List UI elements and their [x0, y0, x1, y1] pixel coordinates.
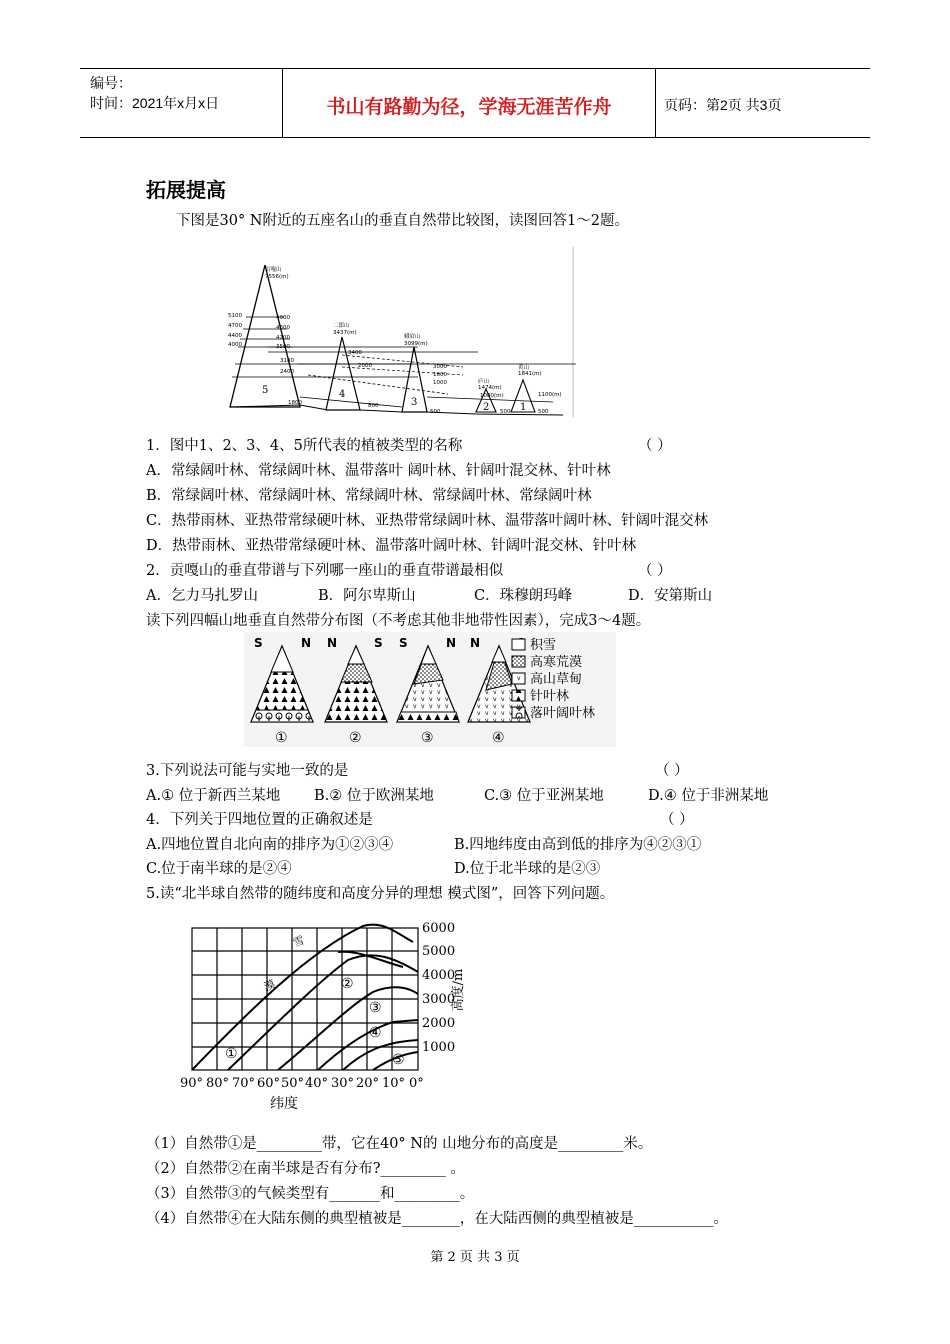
figure-four-mountains: [244, 632, 616, 747]
mt-emei-height: 3099(m): [404, 341, 428, 347]
x-tick: 0°: [409, 1076, 424, 1091]
mt-erlang-height: 3437(m): [333, 330, 357, 336]
fig1-right-label: 1600: [433, 372, 447, 378]
y-tick: 1000: [422, 1040, 456, 1055]
q4-option-a: A.四地位置自北向南的排序为①②③④: [146, 837, 394, 853]
label-n: N: [301, 636, 312, 650]
label-n: N: [327, 636, 338, 650]
fig1-mid-label: 500: [538, 409, 549, 415]
header-motto: 书山有路勤为径，学海无涯苦作舟: [326, 97, 612, 118]
label-s: S: [254, 636, 263, 650]
panel-number: ①: [275, 730, 288, 746]
q5-sub-2: （2）自然带②在南半球是否有分布?_________ 。: [146, 1161, 465, 1177]
q3-answer-paren: （ ）: [655, 763, 689, 779]
y-tick: 5000: [422, 944, 456, 959]
mt-gongga-name: 贡嘎山: [265, 267, 282, 273]
fig1-mid-label: 500: [500, 409, 511, 415]
x-tick: 40°: [305, 1076, 329, 1091]
fig1-left-label: 4400: [228, 333, 242, 339]
date-label: 时间：2021年x月x日: [90, 95, 220, 111]
x-tick: 30°: [331, 1076, 355, 1091]
y-tick: 2000: [422, 1016, 456, 1031]
fig1-right-label: 1100(m): [538, 392, 562, 398]
page-footer: 第 2 页 共 3 页: [430, 1250, 520, 1265]
label-n: N: [446, 636, 457, 650]
fig1-left-label: 4000: [228, 342, 242, 348]
fig1-right-label: 3000: [433, 364, 447, 370]
zone-3-mark: ③: [369, 1000, 382, 1016]
q2-option-b: B．阿尔卑斯山: [318, 588, 416, 604]
label-n: N: [470, 636, 481, 650]
mt-huangshan-height: 1841(m): [518, 371, 542, 377]
figure-latitude-altitude: [178, 912, 468, 1118]
q5-sub-1: （1）自然带①是_________带，它在40° N的 山地分布的高度是_________米。: [146, 1136, 653, 1152]
panel-number: ②: [349, 730, 362, 746]
mt-lushan-height: 1474(m): [478, 385, 502, 391]
fig1-mid-label: 800: [368, 403, 379, 409]
mt-gongga-height: 7556(m): [265, 274, 289, 280]
q3-option-d: D.④ 位于非洲某地: [648, 788, 769, 804]
intro-text: 下图是30° N附近的五座名山的垂直自然带比较图，读图回答1～2题。: [176, 213, 629, 229]
label-s: S: [374, 636, 383, 650]
x-tick: 10°: [382, 1076, 406, 1091]
intro-2: 读下列四幅山地垂直自然带分布图（不考虑其他非地带性因素），完成3～4题。: [146, 613, 651, 629]
q1-answer-paren: （ ）: [638, 438, 672, 454]
x-tick: 70°: [232, 1076, 256, 1091]
legend-alpine-meadow: 高山草甸: [530, 672, 583, 687]
q4-stem: 4．下列关于四地位置的正确叙述是: [146, 812, 373, 828]
section-title: 拓展提高: [146, 180, 226, 202]
q2-option-c: C．珠穆朗玛峰: [474, 588, 573, 604]
mt-lushan-name: 庐山: [478, 379, 490, 385]
header-meta: [80, 69, 282, 137]
zone-2-mark: ②: [341, 976, 354, 992]
fig1-right-label: 1000: [433, 380, 447, 386]
figure-mountain-zones: [208, 247, 576, 422]
fig1-mid-label: 500: [430, 409, 441, 415]
q2-option-a: A．乞力马扎罗山: [146, 588, 258, 604]
legend-deciduous: 落叶阔叶林: [530, 706, 596, 721]
q3-option-b: B.② 位于欧洲某地: [314, 788, 434, 804]
x-tick: 80°: [206, 1076, 230, 1091]
fig1-mid-label: 2400: [280, 369, 294, 375]
zone-number: 5: [262, 385, 269, 396]
zone-number: 3: [411, 397, 418, 408]
header-motto-cell: [282, 69, 656, 137]
zone-4-mark: ④: [369, 1025, 382, 1041]
fig1-mid-label: 3500: [276, 344, 290, 350]
zone-number: 2: [483, 402, 490, 413]
fig1-right-label: 2000: [358, 363, 372, 369]
q2-stem: 2．贡嘎山的垂直带谱与下列哪一座山的垂直带谱最相似: [146, 563, 504, 579]
q5-sub-4: （4）自然带④在大陆东侧的典型植被是________，在大陆西侧的典型植被是___________。: [146, 1211, 728, 1227]
q1-option-c: C．热带雨林、亚热带常绿硬叶林、亚热带常绿阔叶林、温带落叶阔叶林、针阔叶混交林: [146, 513, 709, 529]
panel-number: ④: [492, 730, 505, 746]
q1-stem: 1．图中1、2、3、4、5所代表的植被类型的名称: [146, 438, 463, 454]
x-tick: 90°: [180, 1076, 204, 1091]
legend-coniferous: 针叶林: [530, 689, 570, 704]
q4-option-b: B.四地纬度由高到低的排序为④②③①: [454, 837, 702, 853]
mt-huangshan-name: 黄山: [518, 365, 530, 371]
zone-1-mark: ①: [225, 1046, 238, 1062]
fig1-right-label: 1000(m): [480, 393, 504, 399]
x-tick: 20°: [356, 1076, 380, 1091]
panel-number: ③: [421, 730, 434, 746]
fig1-left-label: 4700: [228, 323, 242, 329]
label-s: S: [399, 636, 408, 650]
y-tick: 6000: [422, 921, 456, 936]
snow-glyph: 雪: [291, 933, 307, 950]
q3-option-a: A.① 位于新西兰某地: [146, 788, 281, 804]
q5-sub-3: （3）自然带③的气候类型有_______和_________。: [146, 1186, 475, 1202]
q2-option-d: D．安第斯山: [628, 588, 713, 604]
y-axis-label: 高度/m: [451, 968, 466, 1012]
q3-option-c: C.③ 位于亚洲某地: [484, 788, 604, 804]
x-tick: 60°: [257, 1076, 281, 1091]
page-info: 页码：第2页 共3页: [664, 97, 782, 113]
fig1-mid-label: 4900: [276, 315, 290, 321]
legend-snow: 积雪: [530, 638, 557, 653]
fig1-right-label: 3400: [348, 350, 362, 356]
fig1-mid-label: 1800: [288, 400, 302, 406]
q1-option-b: B．常绿阔叶林、常绿阔叶林、常绿阔叶林、常绿阔叶林、常绿阔叶林: [146, 488, 592, 504]
page-header: [80, 68, 870, 138]
q4-answer-paren: （ ）: [660, 812, 694, 828]
q5-stem: 5.读“北半球自然带的随纬度和高度分异的理想 模式图”，回答下列问题。: [146, 886, 615, 902]
q1-option-a: A．常绿阔叶林、常绿阔叶林、温带落叶 阔叶林、针阔叶混交林、针叶林: [146, 463, 611, 479]
y-tick: 3000: [422, 992, 456, 1007]
zone-5-mark: ⑤: [392, 1052, 405, 1068]
zone-number: 4: [339, 389, 346, 400]
desert-glyph: 漠: [262, 977, 278, 994]
fig1-left-label: 5100: [228, 313, 242, 319]
fig1-mid-label: 4600: [276, 325, 290, 331]
legend-cold-desert: 高寒荒漠: [530, 655, 583, 670]
fig1-mid-label: 3100: [280, 358, 294, 364]
mt-emei-name: 峨眉山: [404, 334, 421, 340]
zone-number: 1: [520, 402, 527, 413]
y-tick: 4000: [422, 968, 456, 983]
x-axis-label: 纬度: [270, 1096, 298, 1112]
q3-stem: 3.下列说法可能与实地一致的是: [146, 763, 349, 779]
fig1-mid-label: 4200: [276, 335, 290, 341]
q4-option-c: C.位于南半球的是②④: [146, 861, 292, 877]
x-tick: 50°: [281, 1076, 305, 1091]
q1-option-d: D．热带雨林、亚热带常绿硬叶林、温带落叶阔叶林、针阔叶混交林、针叶林: [146, 538, 637, 554]
q2-answer-paren: （ ）: [638, 563, 672, 579]
number-label: 编号：: [90, 75, 132, 91]
mt-erlang-name: 二郎山: [333, 323, 350, 329]
q4-option-d: D.位于北半球的是②③: [454, 861, 601, 877]
